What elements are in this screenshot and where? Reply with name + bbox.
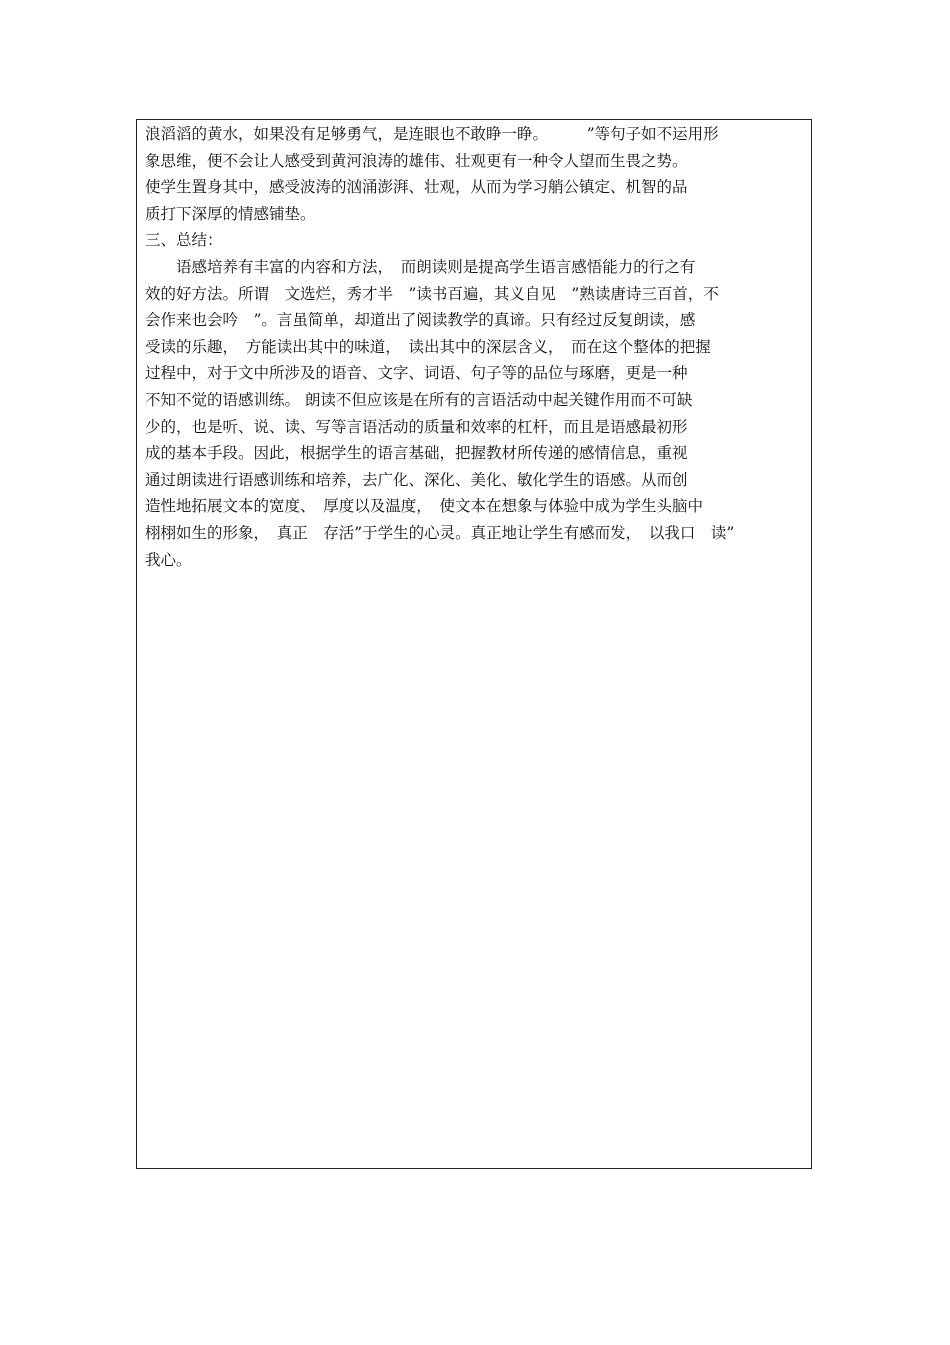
text-line: 使学生置身其中，感受波涛的汹涌澎湃、壮观，从而为学习艄公镇定、机智的品	[145, 178, 688, 197]
text-line: 成的基本手段。因此，根据学生的语言基础，把握教材所传递的感情信息，重视	[145, 444, 688, 463]
text-line: 象思维，便不会让人感受到黄河浪涛的雄伟、壮观更有一种令人望而生畏之势。	[145, 151, 688, 170]
text-line: 浪滔滔的黄水，如果没有足够勇气，是连眼也不敢睁一睁。 ”等句子如不运用形	[145, 125, 719, 143]
section-heading: 三、总结：	[145, 231, 223, 250]
text-line: 少的，也是听、说、读、写等言语活动的质量和效率的杠杆，而且是语感最初形	[145, 417, 688, 436]
text-line: 语感培养有丰富的内容和方法， 而朗读则是提高学生语言感悟能力的行之有	[145, 257, 696, 276]
text-line: 我心。	[145, 550, 192, 569]
text-line: 效的好方法。所谓 文选烂，秀才半 ”读书百遍，其义自见 ”熟读唐诗三百首，不	[145, 284, 719, 303]
text-line: 通过朗读进行语感训练和培养，去广化、深化、美化、敏化学生的语感。从而创	[145, 470, 688, 489]
text-line: 受读的乐趣， 方能读出其中的味道， 读出其中的深层含义， 而在这个整体的把握	[145, 337, 711, 356]
text-line: 质打下深厚的情感铺垫。	[145, 204, 316, 223]
text-line: 不知不觉的语感训练。 朗读不但应该是在所有的言语活动中起关键作用而不可缺	[145, 390, 693, 409]
text-line: 过程中，对于文中所涉及的语音、文字、词语、句子等的品位与琢磨，更是一种	[145, 364, 688, 383]
text-line: 栩栩如生的形象， 真正 存活”于学生的心灵。真正地让学生有感而发， 以我口 读”	[145, 523, 735, 542]
document-text-block	[145, 121, 813, 573]
text-line: 会作来也会吟 ”。言虽简单，却道出了阅读教学的真谛。只有经过反复朗读，感	[145, 311, 696, 330]
document-table-cell	[136, 119, 812, 1169]
text-line: 造性地拓展文本的宽度、 厚度以及温度， 使文本在想象与体验中成为学生头脑中	[145, 497, 704, 516]
